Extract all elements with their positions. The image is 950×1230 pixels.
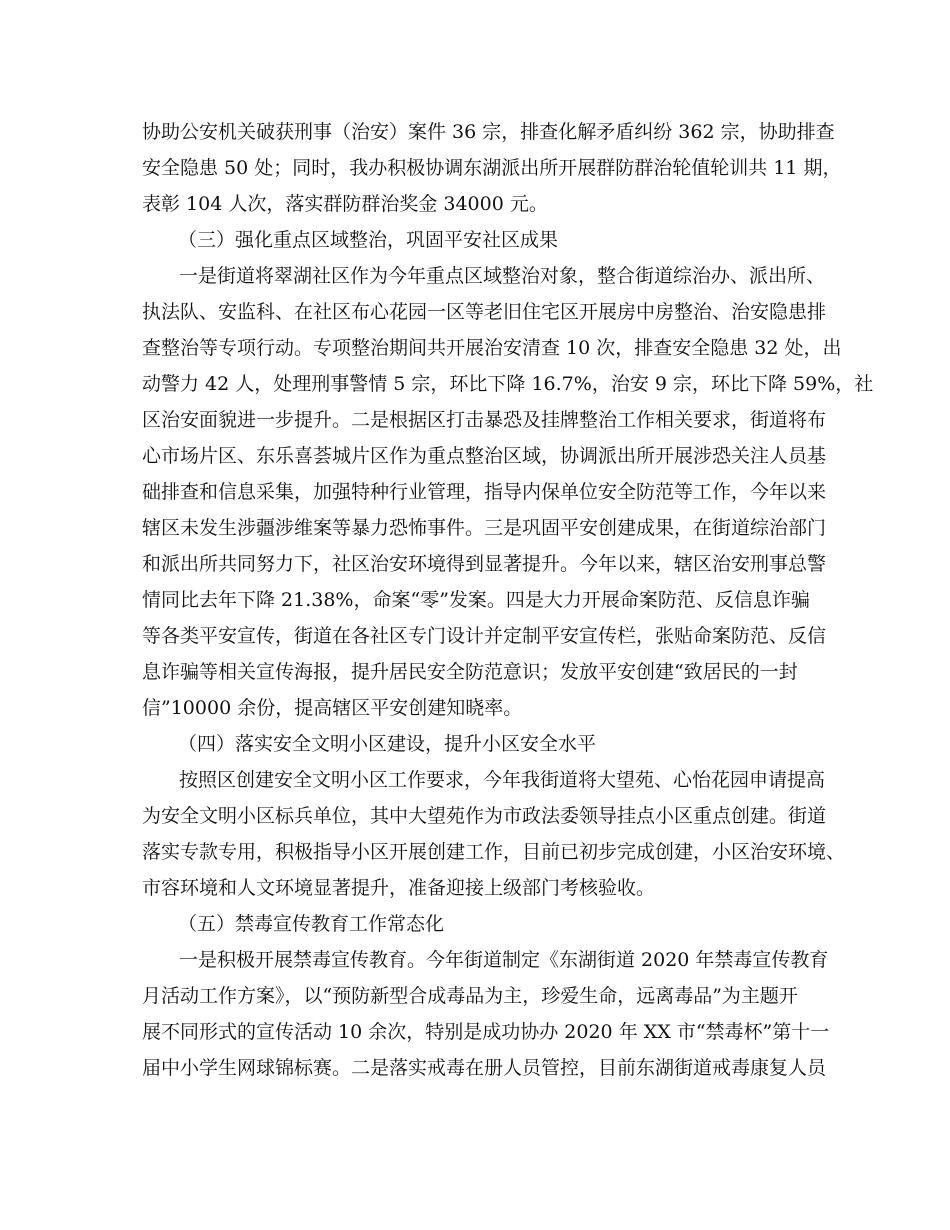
paragraph-line: 区治安面貌进一步提升。二是根据区打击暴恐及挂牌整治工作相关要求，街道将布 <box>142 409 827 431</box>
paragraph-line: 届中小学生网球锦标赛。二是落实戒毒在册人员管控，目前东湖街道戒毒康复人员 <box>142 1057 827 1079</box>
section-heading: （五）禁毒宣传教育工作常态化 <box>178 913 445 935</box>
paragraph-line: 和派出所共同努力下，社区治安环境得到显著提升。今年以来，辖区治安刑事总警 <box>142 553 827 575</box>
section-heading: （三）强化重点区域整治，巩固平安社区成果 <box>178 229 559 251</box>
paragraph-line: 情同比去年下降 21.38%，命案“零”发案。四是大力开展命案防范、反信息诈骗 <box>142 589 810 611</box>
paragraph-line: 心市场片区、东乐喜荟城片区作为重点整治区域，协调派出所开展涉恐关注人员基 <box>142 445 827 467</box>
paragraph-line: 为安全文明小区标兵单位，其中大望苑作为市政法委领导挂点小区重点创建。街道 <box>142 805 827 827</box>
paragraph-line: 息诈骗等相关宣传海报，提升居民安全防范意识；发放平安创建“致居民的一封 <box>142 661 798 683</box>
paragraph-line: 动警力 42 人，处理刑事警情 5 宗，环比下降 16.7%，治安 9 宗，环比下降 59%，社 <box>142 373 874 395</box>
paragraph-line: 础排查和信息采集，加强特种行业管理，指导内保单位安全防范等工作，今年以来 <box>142 481 827 503</box>
paragraph-line: 协助公安机关破获刑事（治安）案件 36 宗，排查化解矛盾纠纷 362 宗，协助排查 <box>142 121 835 143</box>
paragraph-line: 市容环境和人文环境显著提升，准备迎接上级部门考核验收。 <box>142 877 656 899</box>
paragraph-line: 一是积极开展禁毒宣传教育。今年街道制定《东湖街道 2020 年禁毒宣传教育 <box>179 949 829 971</box>
paragraph-line: 安全隐患 50 处；同时，我办积极协调东湖派出所开展群防群治轮值轮训共 11 期， <box>142 157 842 179</box>
paragraph-line: 等各类平安宣传，街道在各社区专门设计并定制平安宣传栏，张贴命案防范、反信 <box>142 625 827 647</box>
paragraph-line: 按照区创建安全文明小区工作要求，今年我街道将大望苑、心怡花园申请提高 <box>179 769 826 791</box>
paragraph-line: 展不同形式的宣传活动 10 余次，特别是成功协办 2020 年 XX 市“禁毒杯”第十一 <box>142 1021 830 1043</box>
paragraph-line: 辖区未发生涉疆涉维案等暴力恐怖事件。三是巩固平安创建成果，在街道综治部门 <box>142 517 827 539</box>
paragraph-line: 月活动工作方案》，以“预防新型合成毒品为主，珍爱生命，远离毒品”为主题开 <box>142 985 798 1007</box>
paragraph-line: 落实专款专用，积极指导小区开展创建工作，目前已初步完成创建，小区治安环境、 <box>142 841 846 863</box>
paragraph-line: 信”10000 余份，提高辖区平安创建知晓率。 <box>142 697 523 719</box>
paragraph-line: 查整治等专项行动。专项整治期间共开展治安清查 10 次，排查安全隐患 32 处，出 <box>142 337 842 359</box>
paragraph-line: 一是街道将翠湖社区作为今年重点区域整治对象，整合街道综治办、派出所、 <box>179 265 826 287</box>
section-heading: （四）落实安全文明小区建设，提升小区安全水平 <box>178 733 597 755</box>
paragraph-line: 执法队、安监科、在社区布心花园一区等老旧住宅区开展房中房整治、治安隐患排 <box>142 301 827 323</box>
paragraph-line: 表彰 104 人次，落实群防群治奖金 34000 元。 <box>142 193 548 215</box>
